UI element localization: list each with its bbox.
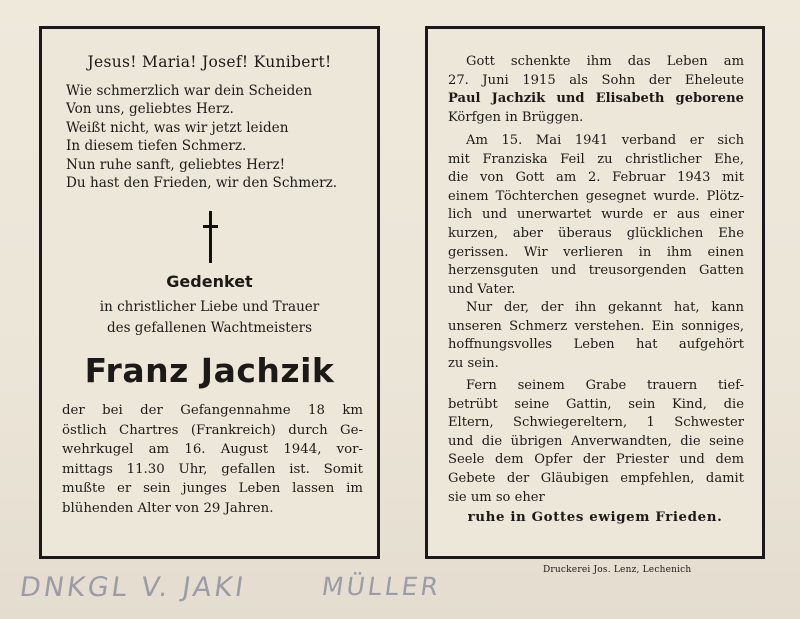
bio-line: der bei der Gefangennahme 18 km: [62, 403, 363, 418]
paragraph-line: einem Töchterchen gesegnet wurde. Plötz-: [448, 188, 744, 204]
poem-line: Von uns, geliebtes Herz.: [66, 101, 234, 118]
paragraph-line: Paul Jachzik und Elisabeth geborene: [448, 91, 744, 107]
paragraph-line: unseren Schmerz verstehen. Ein sonniges,: [448, 318, 744, 334]
paragraph-line: sie um so eher: [448, 489, 545, 505]
mourners-paragraph: [448, 377, 744, 507]
paragraph-line: herzensguten und treusorgenden Gatten: [448, 263, 744, 279]
right-biography-panel: [425, 26, 765, 559]
gedenket-heading: Gedenket: [166, 272, 253, 291]
cross-icon: [203, 211, 217, 263]
bio-line: wehrkugel am 16. August 1944, vor-: [62, 442, 363, 457]
paragraph-line: Gott schenkte ihm das Leben am: [466, 54, 744, 69]
paragraph-line: und Vater.: [448, 281, 516, 297]
deceased-name: Franz Jachzik: [84, 351, 335, 390]
bio-line: östlich Chartres (Frankreich) durch Ge-: [62, 422, 363, 438]
poem-line: Weißt nicht, was wir jetzt leiden: [66, 119, 289, 136]
bio-line: mittags 11.30 Uhr, gefallen ist. Somit: [62, 461, 363, 477]
poem-line: Du hast den Frieden, wir den Schmerz.: [66, 175, 338, 192]
poem-line: In diesem tiefen Schmerz.: [66, 138, 247, 155]
paragraph-line: und die übrigen Anverwandten, die seine: [448, 433, 744, 449]
pencil-note: DNKGL V. JAKI: [17, 572, 249, 603]
bio-line: blühenden Alter von 29 Jahren.: [62, 500, 274, 516]
paragraph-line: zu sein.: [448, 355, 499, 371]
paragraph-line: lich und unerwartet wurde er aus einer: [448, 207, 744, 223]
poem-line: Nun ruhe sanft, geliebtes Herz!: [66, 156, 286, 173]
remembrance-line: des gefallenen Wachtmeisters: [106, 320, 313, 336]
printer-imprint: Druckerei Jos. Lenz, Lechenich: [543, 565, 692, 575]
paragraph-line: Fern seinem Grabe trauern tief-: [466, 378, 744, 393]
death-circumstances: [62, 401, 363, 518]
invocation-header: Jesus! Maria! Josef! Kunibert!: [87, 53, 332, 71]
paragraph-line: kurzen, aber überaus glücklichen Ehe: [448, 225, 744, 241]
paragraph-line: mit Franziska Feil zu christlicher Ehe,: [448, 151, 744, 167]
birth-paragraph: [448, 53, 744, 127]
paragraph-line: Eltern, Schwiegereltern, 1 Schwester: [448, 415, 744, 431]
pencil-note: MÜLLER: [319, 572, 443, 601]
paragraph-line: gerissen. Wir verlieren in ihm einen: [448, 244, 744, 260]
remembrance-text: [42, 297, 377, 339]
sorrow-paragraph: [448, 299, 744, 373]
paragraph-line: Körfgen in Brüggen.: [448, 109, 584, 125]
marriage-paragraph: [448, 132, 744, 299]
paragraph-line: Seele dem Opfer der Priester und dem: [448, 452, 744, 468]
paragraph-line: Am 15. Mai 1941 verband er sich: [466, 133, 744, 148]
paragraph-line: betrübt seine Gattin, sein Kind, die: [448, 396, 744, 412]
remembrance-line: in christlicher Liebe und Trauer: [99, 299, 320, 315]
paragraph-line: Gebete der Gläubigen empfehlen, damit: [448, 470, 744, 486]
paragraph-line: 27. Juni 1915 als Sohn der Eheleute: [448, 72, 744, 88]
left-memorial-panel: [39, 26, 380, 559]
poem-line: Wie schmerzlich war dein Scheiden: [66, 83, 313, 99]
paragraph-line: Nur der, der ihn gekannt hat, kann: [466, 300, 744, 315]
paragraph-line: die von Gott am 2. Februar 1943 mit: [448, 170, 744, 186]
memorial-poem: [66, 82, 367, 192]
bio-line: mußte er sein junges Leben lassen im: [62, 481, 363, 496]
paragraph-line: hoffnungsvolles Leben hat aufgehört: [448, 337, 744, 353]
closing-line: ruhe in Gottes ewigem Frieden.: [467, 509, 723, 525]
